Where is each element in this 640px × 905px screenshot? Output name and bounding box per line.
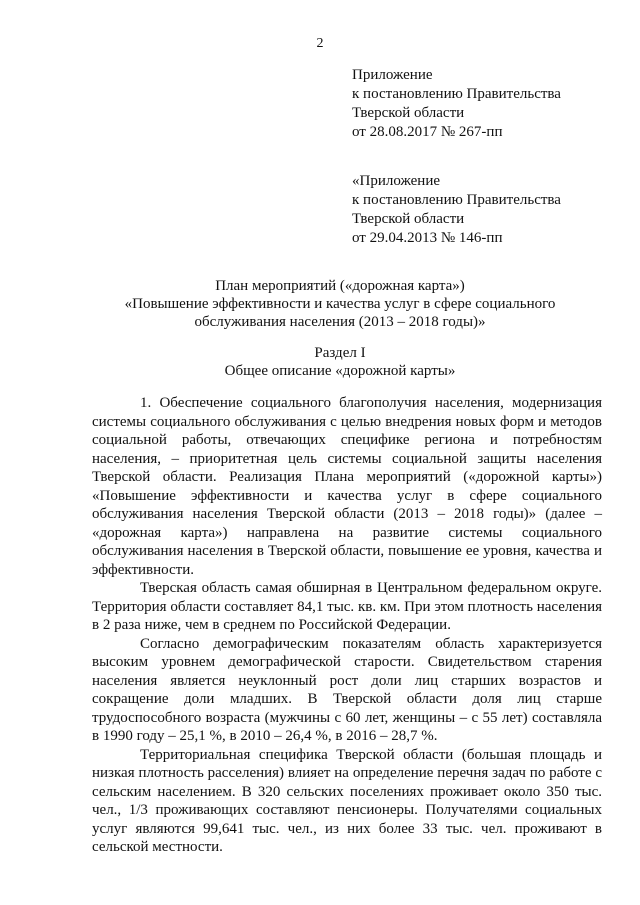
document-title (100, 277, 580, 331)
paragraph: 1. Обеспечение социального благополучия населения, модернизация системы социального обслуживания с целью внедрения новых форм и методов социальной работы, отвечающих специфике региона и потребностям населения, – приоритетная цель системы социальной защиты населения Тверской области. Реализация Плана мероприятий («дорожной карты») «Повышение эффективности и качества услуг в сфере социального обслуживания населения Тверской области (2013 – 2018 годы)» (далее – «дорожная карта») направлена на развитие системы социального обслуживания населения в Тверской области, повышение ее уровня, качества и эффективности. (92, 395, 602, 578)
page-number: 2 (316, 36, 324, 51)
title-line: План мероприятий («дорожная карта») (215, 278, 465, 294)
paragraph: Территориальная специфика Тверской области (большая площадь и низкая плотность расселения) влияет на определение перечня задач по работе с сельским населением. В 320 сельских поселениях проживает около 350 тыс. чел., 1/3 проживающих составляют пенсионеры. Получателями социальных услуг являются 99,641 тыс. чел., из них более 33 тыс. чел. проживают в сельской местности. (92, 746, 602, 855)
appendix-line: Тверской области (352, 105, 465, 121)
appendix-line: Приложение (352, 67, 433, 83)
section-number: Раздел I (314, 345, 366, 361)
appendix-line: от 28.08.2017 № 267-пп (352, 124, 503, 140)
appendix-line: Тверской области (352, 211, 465, 227)
section-name: Общее описание «дорожной карты» (224, 363, 456, 379)
appendix-line: «Приложение (352, 173, 441, 189)
appendix-header-previous (352, 172, 561, 248)
appendix-line: от 29.04.2013 № 146-пп (352, 230, 503, 246)
section-heading (100, 344, 580, 380)
appendix-line: к постановлению Правительства (352, 192, 561, 208)
title-line: «Повышение эффективности и качества услуг в сфере социального (124, 296, 556, 312)
body-text (92, 394, 602, 857)
title-line: обслуживания населения (2013 – 2018 годы)» (194, 314, 486, 330)
paragraph: Согласно демографическим показателям область характеризуется высоким уровнем демографической старости. Свидетельством старения населения является неуклонный рост доли лиц старших возрастов и сокращение доли младших. В Тверской области доля лиц старше трудоспособного возраста (мужчины с 60 лет, женщины – с 55 лет) составляла в 1990 году – 25,1 %, в 2010 – 26,4 %, в 2016 – 28,7 %. (92, 635, 602, 744)
appendix-header-current (352, 66, 561, 142)
paragraph: Тверская область самая обширная в Центральном федеральном округе. Территория области составляет 84,1 тыс. кв. км. При этом плотность населения в 2 раза ниже, чем в среднем по Российской Федерации. (92, 580, 602, 633)
appendix-line: к постановлению Правительства (352, 86, 561, 102)
